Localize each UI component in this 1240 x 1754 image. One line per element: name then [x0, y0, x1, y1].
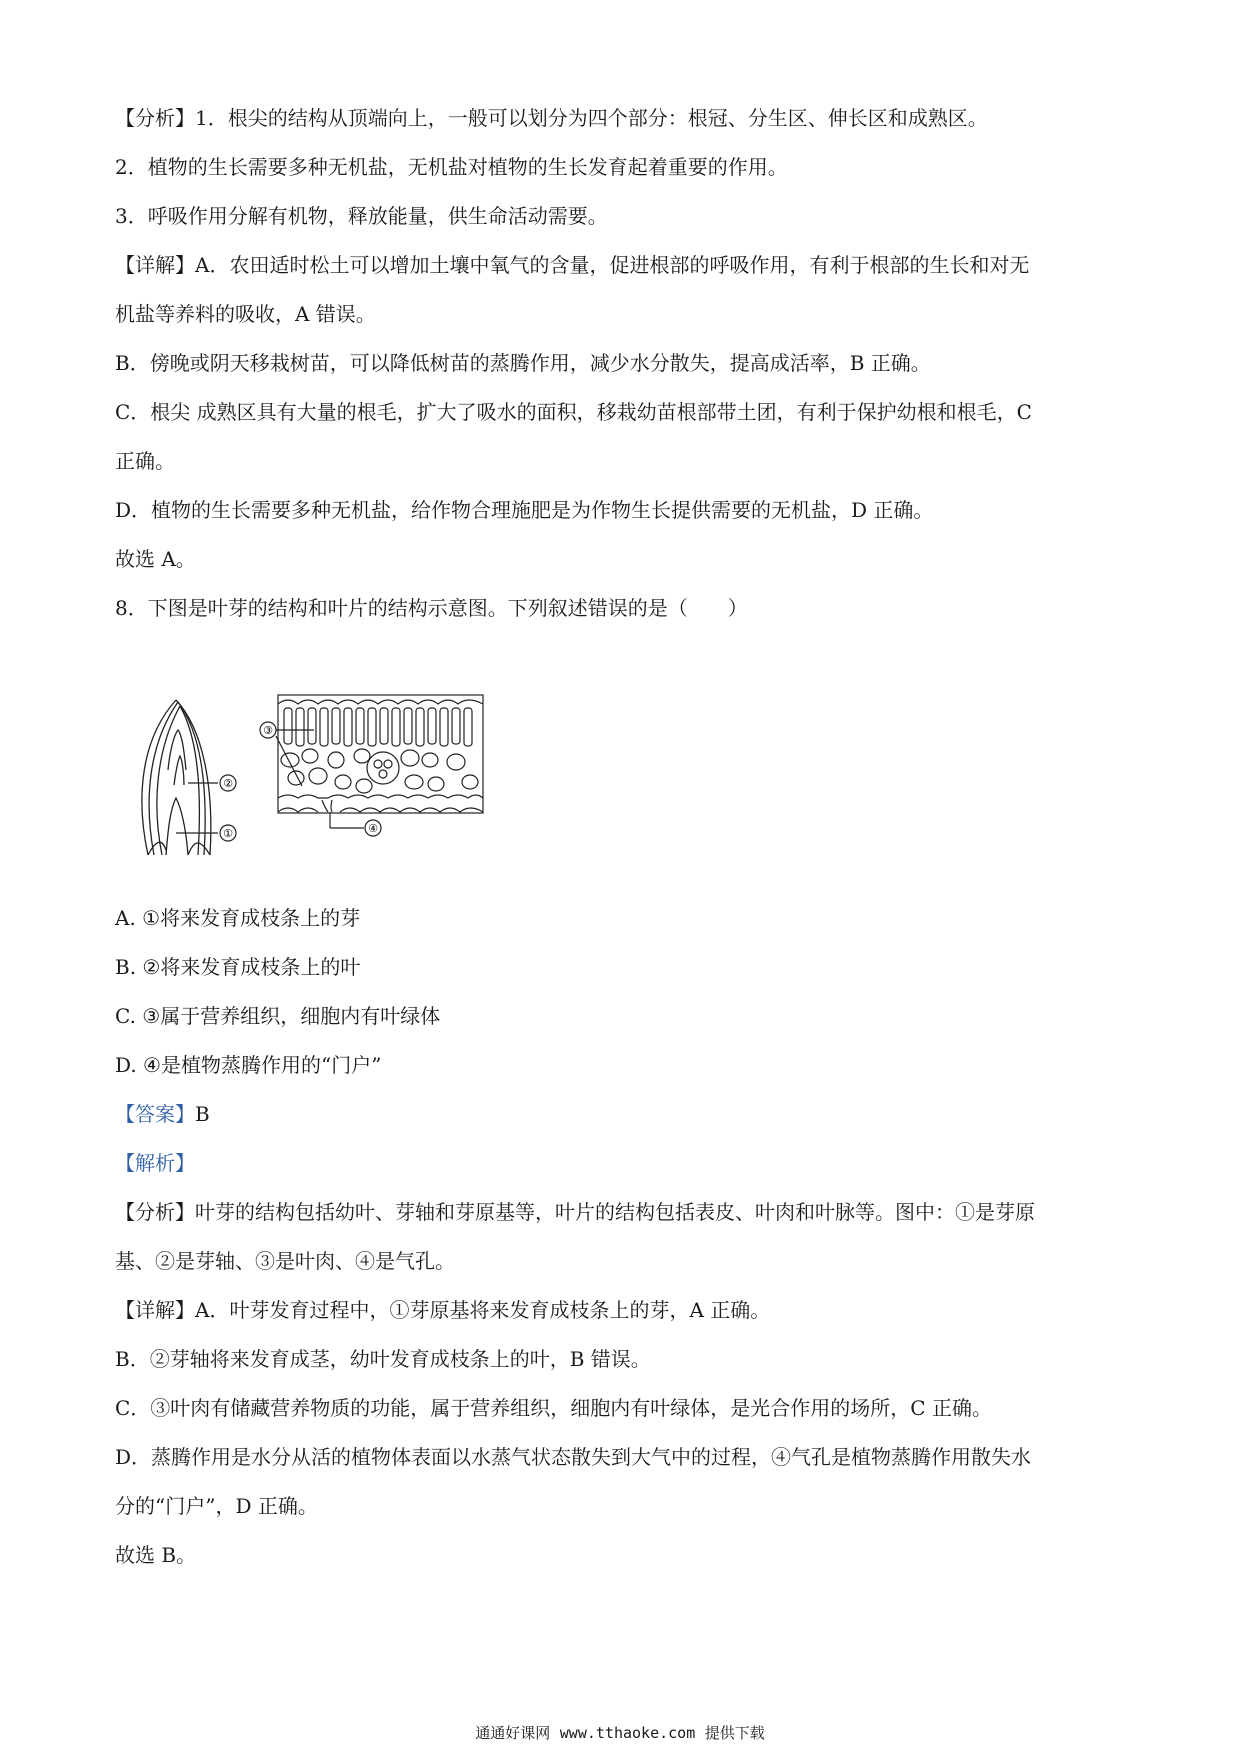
leaf-bud-and-leaf-structure-diagram [118, 690, 508, 860]
analysis-2-line-2: 基、②是芽轴、③是叶肉、④是气孔。 [115, 1249, 455, 1273]
question-8-stem: 8．下图是叶芽的结构和叶片的结构示意图。下列叙述错误的是（ ） [115, 596, 748, 620]
option-b: B. ②将来发育成枝条上的叶 [115, 955, 361, 979]
option-d: D. ④是植物蒸腾作用的“门户” [115, 1053, 382, 1077]
detail-2-line-2: B．②芽轴将来发育成茎，幼叶发育成枝条上的叶，B 错误。 [115, 1347, 651, 1371]
option-c: C. ③属于营养组织，细胞内有叶绿体 [115, 1004, 441, 1028]
detail-2-choice: 故选 B。 [115, 1543, 197, 1567]
detail-1-line-6: D．植物的生长需要多种无机盐，给作物合理施肥是为作物生长提供需要的无机盐，D 正确。 [115, 498, 934, 522]
detail-2-line-3: C．③叶肉有储藏营养物质的功能，属于营养组织，细胞内有叶绿体，是光合作用的场所，C 正确。 [115, 1396, 992, 1420]
footer-url[interactable]: www.tthaoke.com [559, 1724, 696, 1742]
detail-1-line-3: B．傍晚或阴天移栽树苗，可以降低树苗的蒸腾作用，减少水分散失，提高成活率，B 正确。 [115, 351, 931, 375]
analysis-1-line-2: 2．植物的生长需要多种无机盐，无机盐对植物的生长发育起着重要的作用。 [115, 155, 788, 179]
detail-2-line-1: 【详解】A．叶芽发育过程中，①芽原基将来发育成枝条上的芽，A 正确。 [115, 1298, 771, 1322]
leaf-cross-section-drawing [278, 695, 483, 813]
leaf-bud-drawing [142, 700, 211, 855]
answer-tag: 【答案】 [115, 1102, 195, 1126]
detail-1-line-1: 【详解】A．农田适时松土可以增加土壤中氧气的含量，促进根部的呼吸作用，有利于根部的生长和对无 [115, 253, 1030, 277]
answer-value: B [195, 1102, 210, 1126]
analysis-1-line-1: 【分析】1．根尖的结构从顶端向上，一般可以划分为四个部分：根冠、分生区、伸长区和成熟区。 [115, 106, 988, 130]
label-4: ④ [368, 822, 378, 835]
label-3: ③ [263, 724, 273, 737]
analysis-1-line-3: 3．呼吸作用分解有机物，释放能量，供生命活动需要。 [115, 204, 608, 228]
option-a: A. ①将来发育成枝条上的芽 [115, 906, 361, 930]
analysis-2-line-1: 【分析】叶芽的结构包括幼叶、芽轴和芽原基等，叶片的结构包括表皮、叶肉和叶脉等。图中：①是芽原 [115, 1200, 1035, 1224]
detail-1-choice: 故选 A。 [115, 547, 196, 571]
page-footer [0, 1722, 1240, 1744]
label-1: ① [223, 827, 233, 840]
detail-1-line-4: C．根尖 成熟区具有大量的根毛，扩大了吸水的面积，移栽幼苗根部带土团，有利于保护幼根和根毛，C [115, 400, 1032, 424]
label-2: ② [223, 777, 233, 790]
answer-line [115, 1100, 210, 1128]
explain-tag: 【解析】 [115, 1151, 195, 1175]
detail-1-line-2: 机盐等养料的吸收，A 错误。 [115, 302, 376, 326]
detail-2-line-5: 分的“门户”，D 正确。 [115, 1494, 318, 1518]
detail-2-line-4: D．蒸腾作用是水分从活的植物体表面以水蒸气状态散失到大气中的过程，④气孔是植物蒸腾作用散失水 [115, 1445, 1032, 1469]
footer-suffix: 提供下载 [704, 1724, 765, 1742]
detail-1-line-5: 正确。 [115, 449, 175, 473]
footer-site: 通通好课网 [475, 1724, 551, 1742]
